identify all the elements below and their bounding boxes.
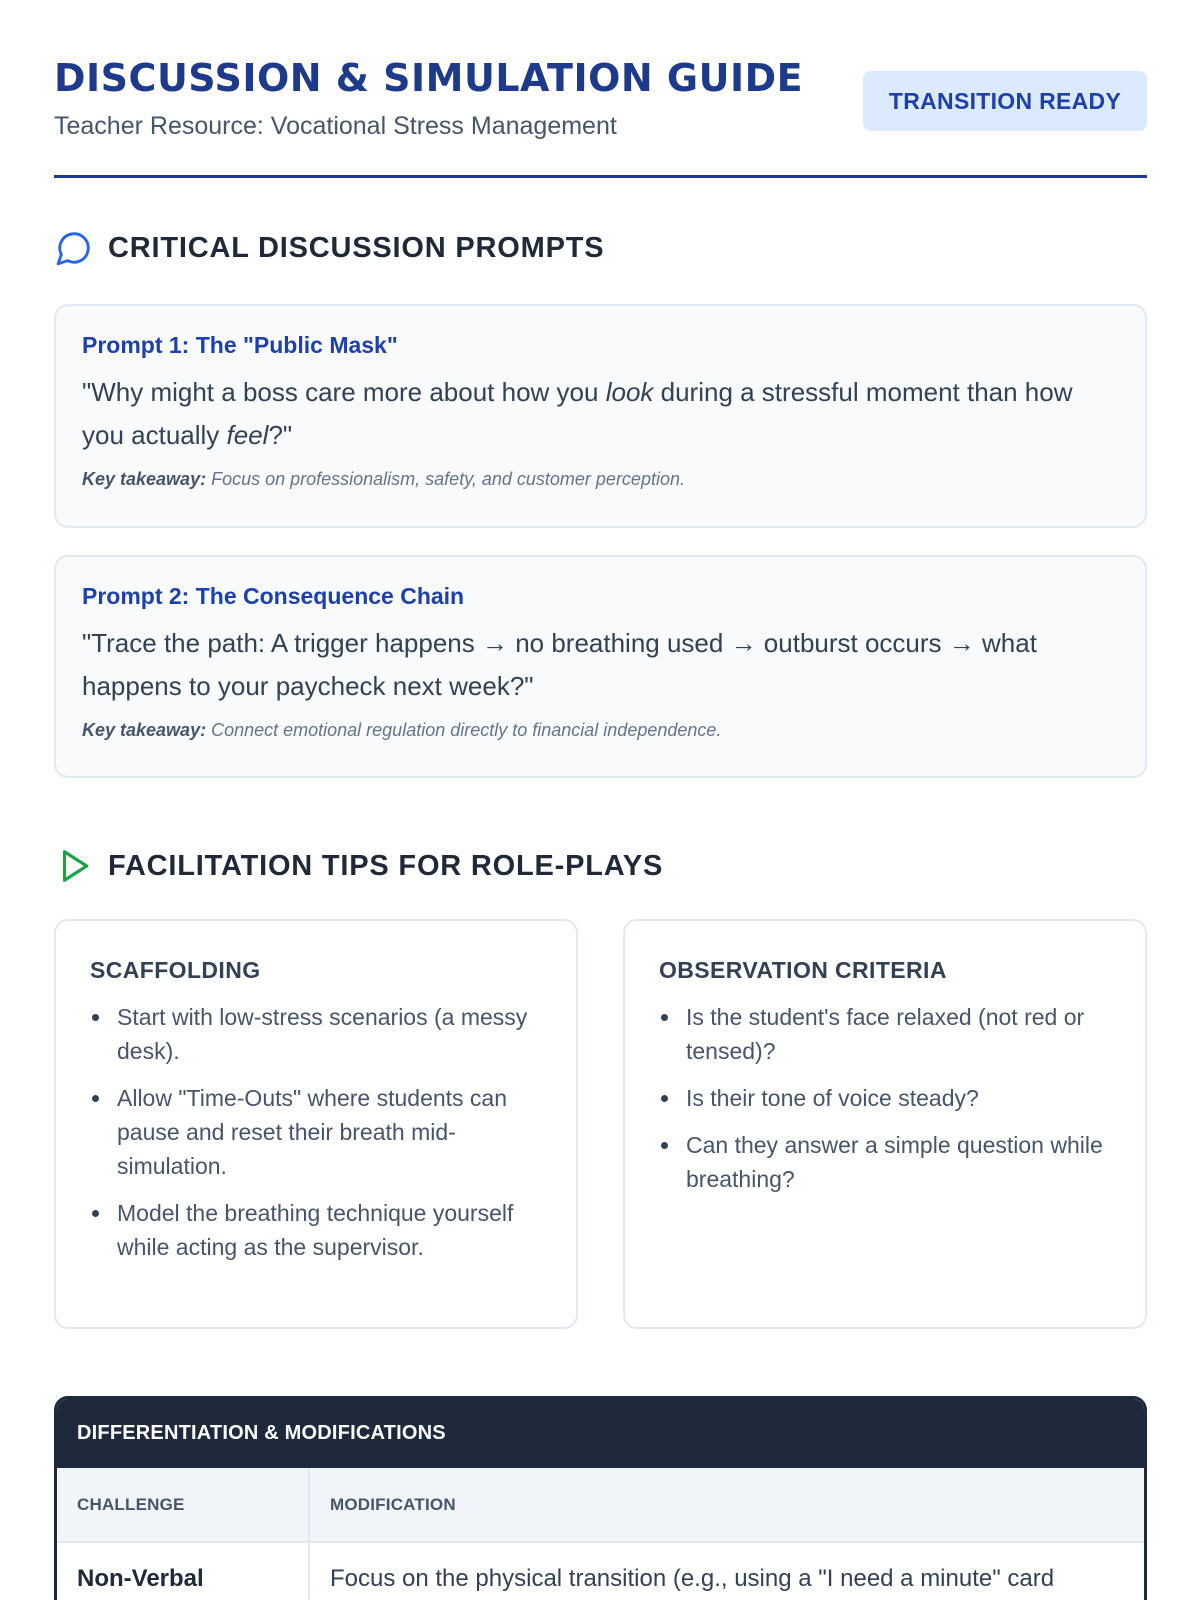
modifications-table bbox=[57, 1468, 1144, 1600]
facilitation-section-header bbox=[54, 846, 663, 886]
prompt-quote: "Trace the path: A trigger happens → no breathing used → outburst occurs → what happens to your paycheck next week?" bbox=[82, 628, 1037, 701]
differentiation-heading: DIFFERENTIATION & MODIFICATIONS bbox=[57, 1399, 1144, 1468]
page-header bbox=[54, 0, 1147, 178]
facilitation-heading: FACILITATION TIPS FOR ROLE-PLAYS bbox=[108, 849, 664, 882]
scaffolding-card bbox=[54, 919, 578, 1329]
status-badge: TRANSITION READY bbox=[863, 71, 1147, 131]
discussion-heading: CRITICAL DISCUSSION PROMPTS bbox=[108, 231, 605, 264]
prompt-card-2 bbox=[54, 555, 1147, 778]
prompt-takeaway: Key takeaway: Connect emotional regulation directly to financial independence. bbox=[82, 720, 722, 740]
column-header-modification: MODIFICATION bbox=[309, 1468, 1144, 1542]
observation-card bbox=[623, 919, 1147, 1329]
list-item: Model the breathing technique yourself while acting as the supervisor. bbox=[90, 1196, 542, 1264]
prompt-takeaway: Key takeaway: Focus on professionalism, safety, and customer perception. bbox=[82, 469, 685, 489]
page-title: DISCUSSION & SIMULATION GUIDE bbox=[54, 56, 804, 100]
table-row bbox=[57, 1542, 1144, 1600]
page-subtitle: Teacher Resource: Vocational Stress Management bbox=[54, 112, 617, 140]
differentiation-panel bbox=[54, 1396, 1147, 1600]
list-item: Is the student's face relaxed (not red or tensed)? bbox=[659, 1000, 1111, 1068]
prompt-title: Prompt 2: The Consequence Chain bbox=[82, 583, 465, 609]
chat-bubble-icon bbox=[54, 228, 94, 268]
list-item: Start with low-stress scenarios (a messy desk). bbox=[90, 1000, 542, 1068]
prompt-title: Prompt 1: The "Public Mask" bbox=[82, 332, 398, 358]
play-triangle-icon bbox=[54, 846, 94, 886]
modification-cell: Focus on the physical transition (e.g., using a "I need a minute" card bbox=[330, 1565, 1055, 1592]
list-item: Can they answer a simple question while breathing? bbox=[659, 1128, 1111, 1196]
challenge-cell: Non-Verbal bbox=[57, 1542, 309, 1600]
scaffolding-title: SCAFFOLDING bbox=[90, 957, 261, 983]
discussion-section-header bbox=[54, 228, 604, 268]
column-header-challenge: CHALLENGE bbox=[57, 1468, 309, 1542]
list-item: Is their tone of voice steady? bbox=[659, 1081, 1111, 1115]
list-item: Allow "Time-Outs" where students can pause and reset their breath mid-simulation. bbox=[90, 1081, 542, 1183]
prompt-card-1 bbox=[54, 304, 1147, 528]
prompt-quote: "Why might a boss care more about how you look during a stressful moment than how you actually feel?" bbox=[82, 377, 1073, 450]
observation-title: OBSERVATION CRITERIA bbox=[659, 957, 947, 983]
